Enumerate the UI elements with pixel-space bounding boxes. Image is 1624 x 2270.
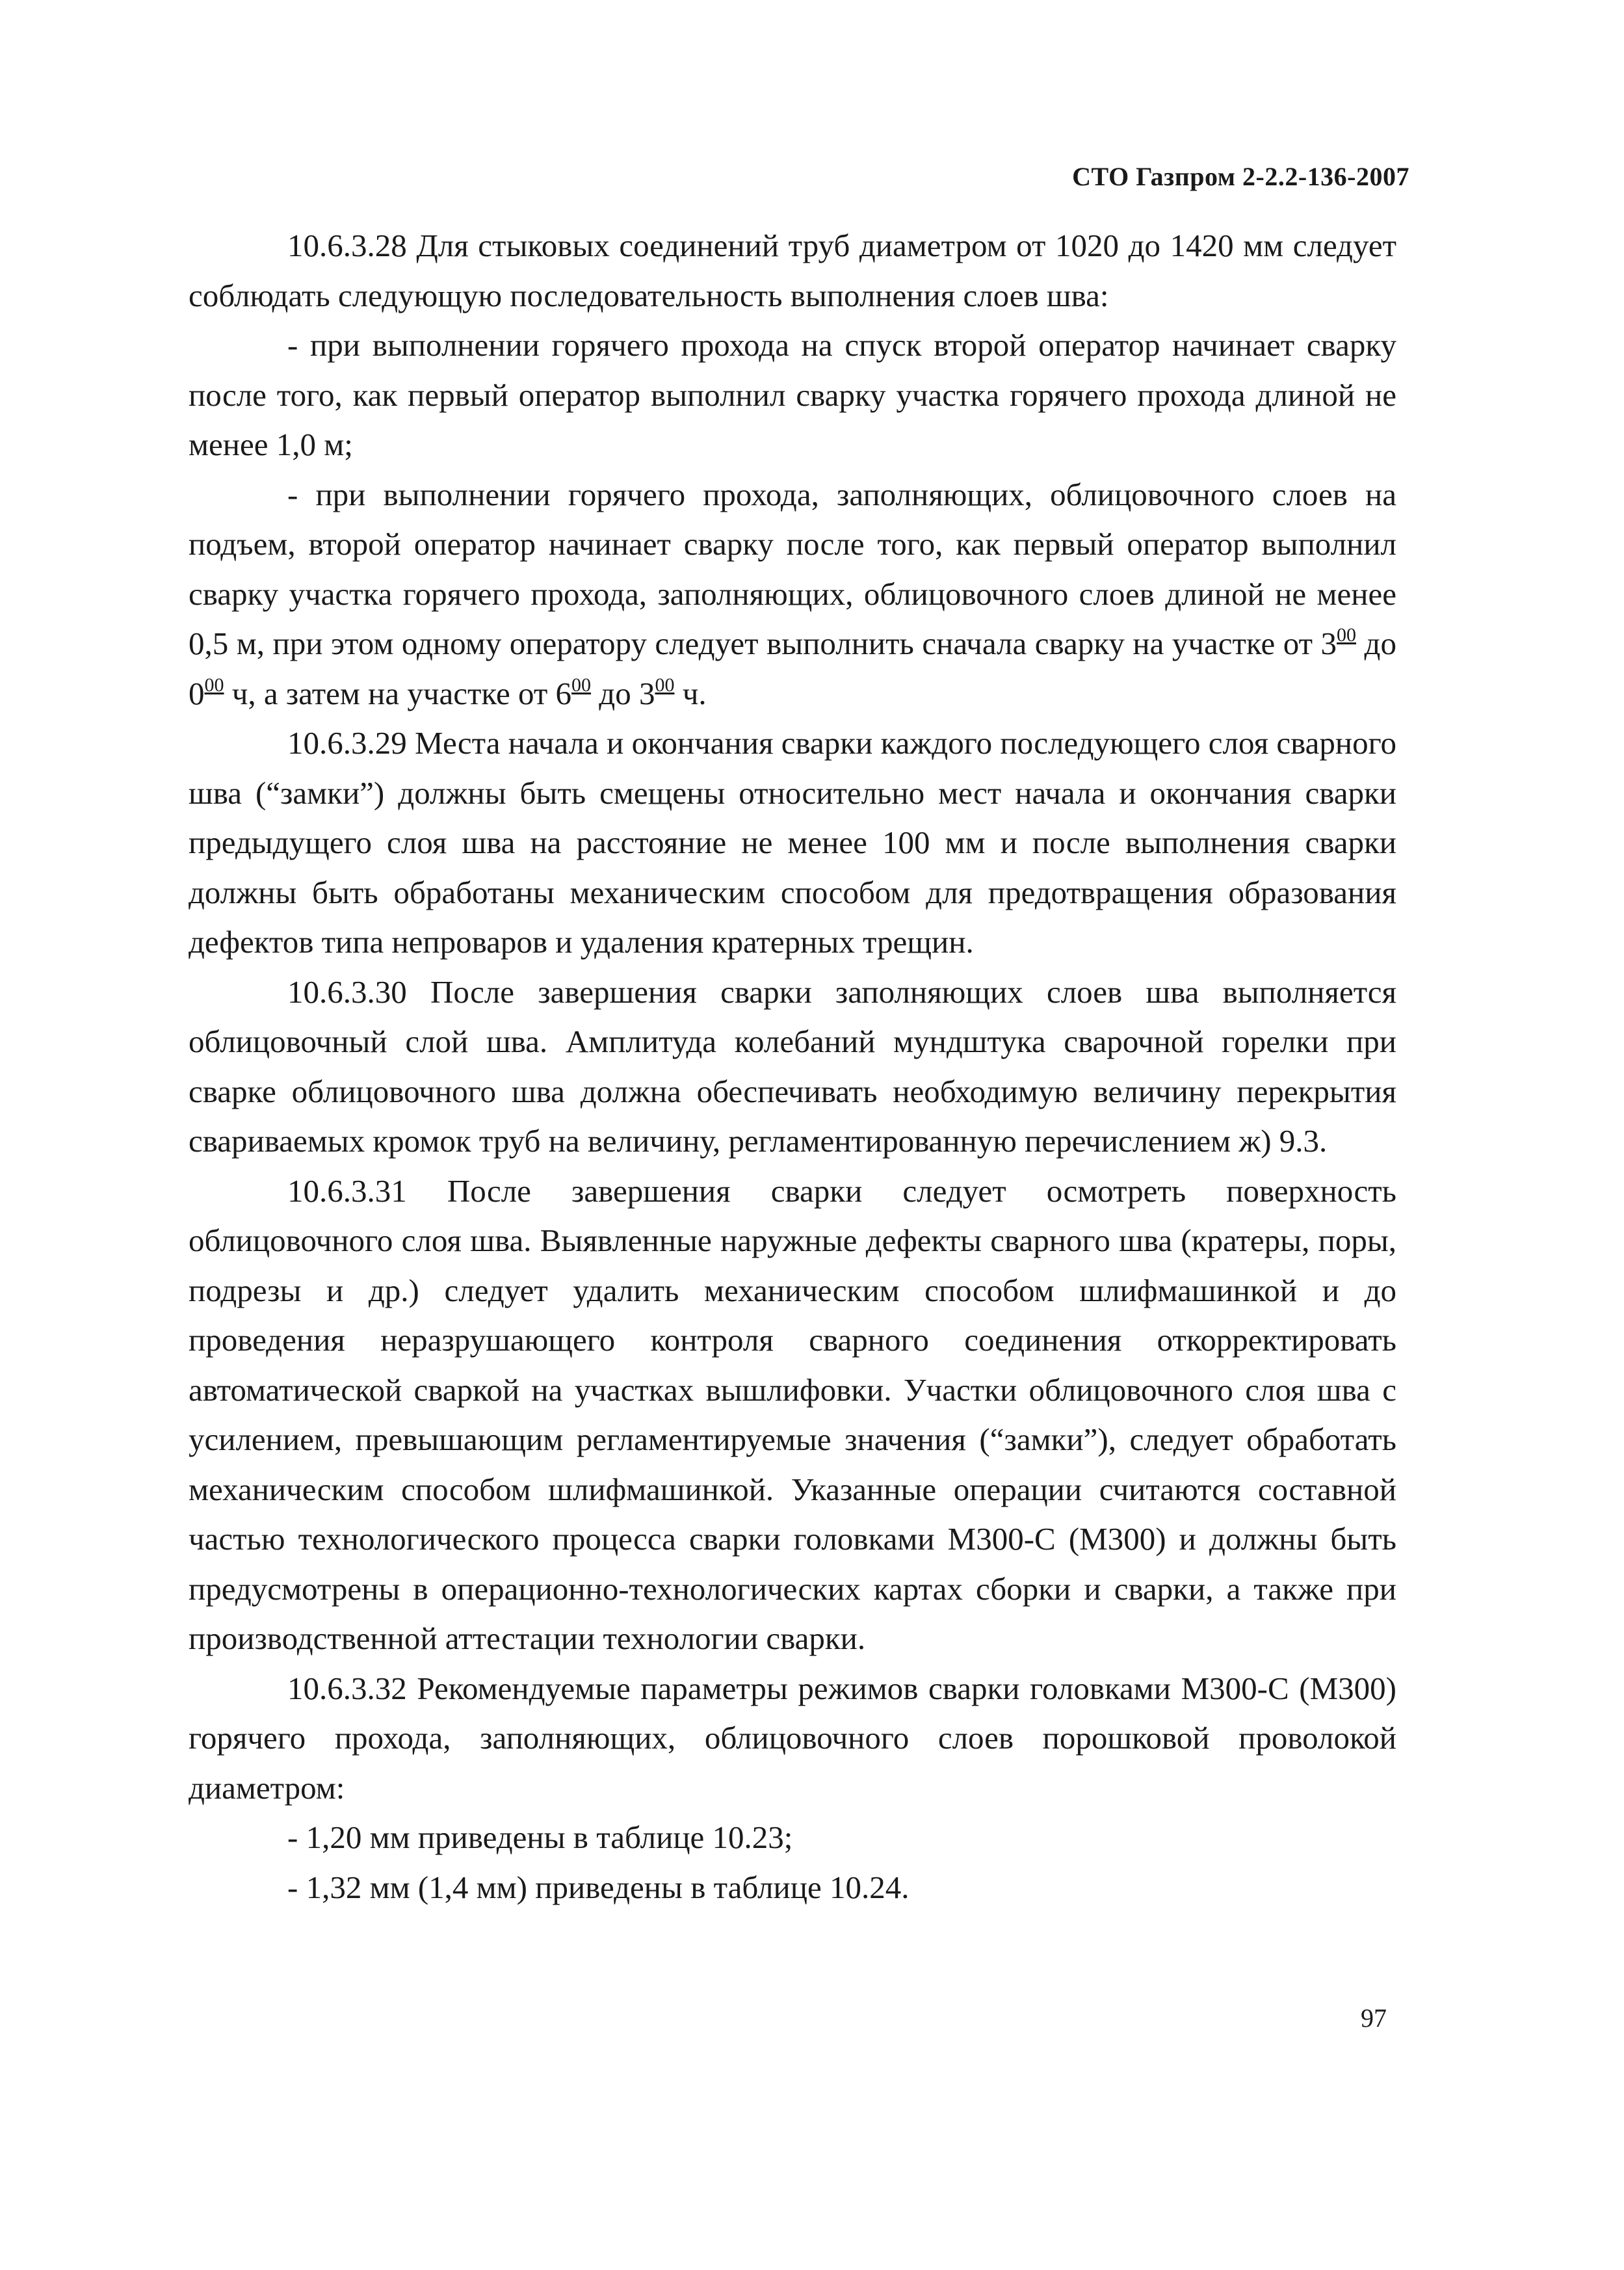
document-code-header: СТО Газпром 2-2.2-136-2007 [1072,162,1409,191]
list-item-table-10-24: - 1,32 мм (1,4 мм) приведены в таблице 10.24. [287,1869,910,1905]
paragraph-10-6-3-28: 10.6.3.28 Для стыковых соединений труб диаметром от 1020 до 1420 мм следует соблюдать следующую последовательность выполнения слоев шва: [189,228,1396,313]
superscript-00: 00 [204,674,224,696]
list-item-hot-pass-up [189,470,1396,719]
page-number: 97 [1361,2003,1387,2033]
superscript-00: 00 [1337,624,1357,646]
superscript-00: 00 [571,674,592,696]
paragraph-10-6-3-30: 10.6.3.30 После завершения сварки заполняющих слоев шва выполняется облицовочный слой шва. Амплитуда колебаний мундштука сварочной горелки при сварке облицовочного шва должна обеспечивать необходимую величину перекрытия свариваемых кромок труб на величину, регламентированную перечислением ж) 9.3. [189,973,1396,1159]
list-item-table-10-23: - 1,20 мм приведены в таблице 10.23; [287,1819,793,1855]
list-item-hot-pass-down: - при выполнении горячего прохода на спуск второй оператор начинает сварку после того, как первый оператор выполнил сварку участка горячего прохода длиной не менее 1,0 м; [189,327,1396,462]
paragraph-10-6-3-31: 10.6.3.31 После завершения сварки следует осмотреть поверхность облицовочного слоя шва. Выявленные наружные дефекты сварного шва (кратеры, поры, подрезы и др.) следует удалить механическим способом шлифмашинкой и до проведения неразрушающего контроля сварного соединения откорректировать автоматической сваркой на участках вышлифовки. Участки облицовочного слоя шва с усилением, превышающим регламентируемые значения (“замки”), следует обработать механическим способом шлифмашинкой. Указанные операции считаются составной частью технологического процесса сварки головками М300-С (М300) и должны быть предусмотрены в операционно-технологических картах сборки и сварки, а также при производственной аттестации технологии сварки. [189,1172,1396,1656]
paragraph-10-6-3-32: 10.6.3.32 Рекомендуемые параметры режимов сварки головками М300-С (М300) горячего прохода, заполняющих, облицовочного слоев порошковой проволокой диаметром: [189,1670,1396,1806]
text-run: до 3 [591,675,655,711]
text-run: ч. [674,675,707,711]
document-body [189,221,1396,1912]
text-run: ч, а затем на участке от 6 [224,675,572,711]
paragraph-10-6-3-29: 10.6.3.29 Места начала и окончания сварки каждого последующего слоя сварного шва (“замки”) должны быть смещены относительно мест начала и окончания сварки предыдущего слоя шва на расстояние не менее 100 мм и после выполнения сварки должны быть обработаны механическим способом для предотвращения образования дефектов типа непроваров и удаления кратерных трещин. [189,725,1396,960]
text-run: до 0 [189,626,1396,711]
text-run: - при выполнении горячего прохода, заполняющих, облицовочного слоев на подъем, второй оператор начинает сварку после того, как первый оператор выполнил сварку участка горячего прохода, заполняющих, облицовочного слоев длиной не менее 0,5 м, при этом одному оператору следует выполнить сначала сварку на участке от 3 [189,476,1396,661]
superscript-00: 00 [655,674,675,696]
